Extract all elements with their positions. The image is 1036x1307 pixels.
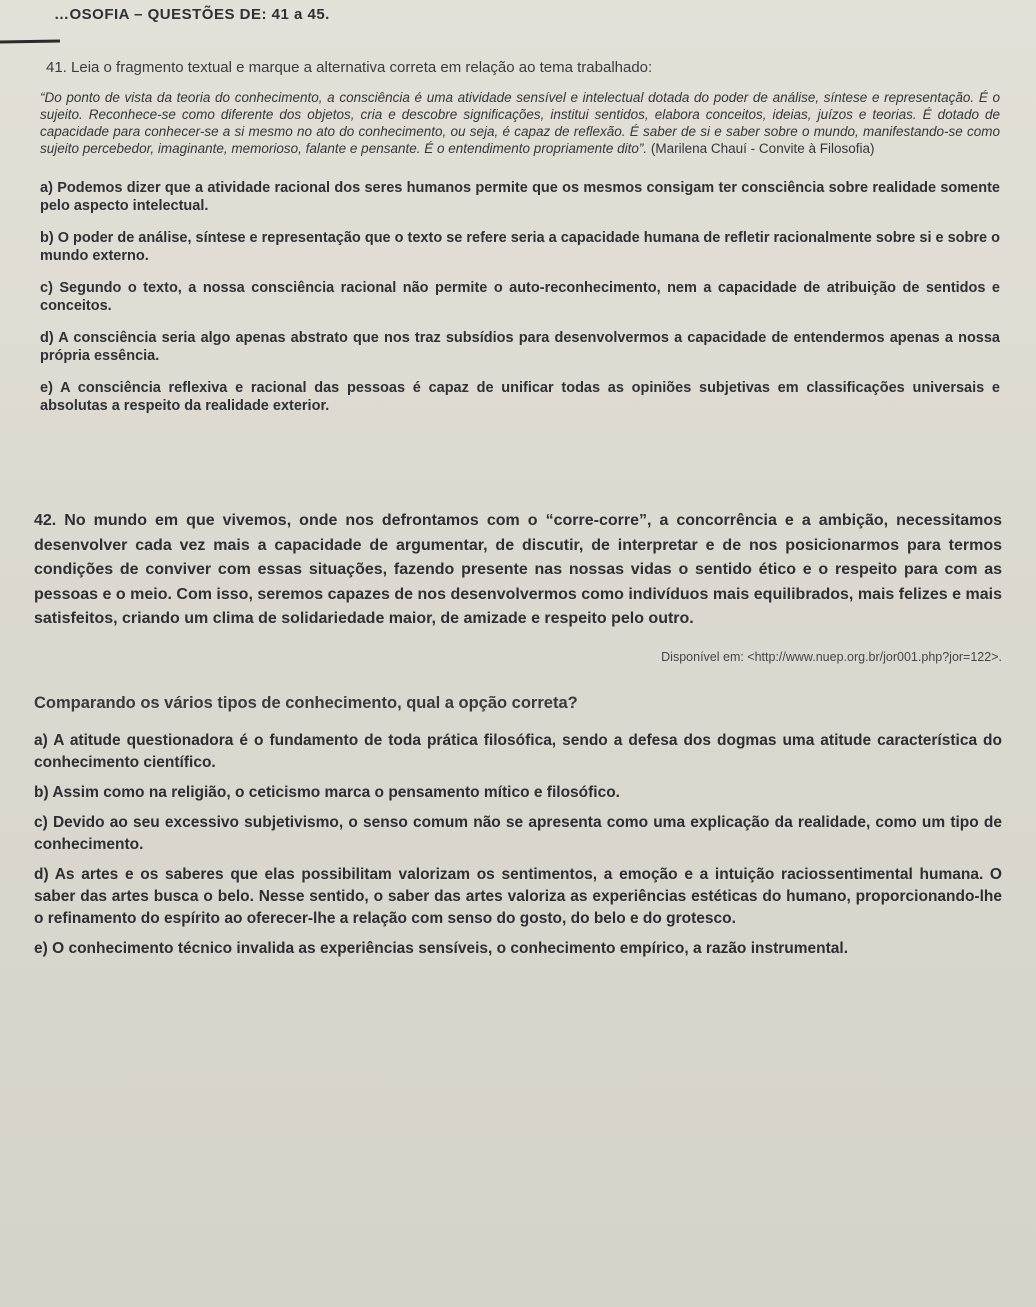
question-41-option-e[interactable]: e) A consciência reflexiva e racional das pessoas é capaz de unificar todas as opiniões subjetivas em classificações universais e absolutas a respeito da realidade exterior. [40,380,1000,414]
question-41-title: 41. Leia o fragmento textual e marque a alternativa correta em relação ao tema trabalhado: [46,59,653,76]
question-42-option-d[interactable]: d) As artes e os saberes que elas possibilitam valorizam os sentimentos, a emoção e a intuição raciossentimental humana. O saber das artes busca o belo. Nesse sentido, o saber das artes valoriza as experiências estéticas do humano, proporcionando-lhe o refinamento do espírito ao oferecer-lhe a relação com senso do gosto, do belo e do grotesco. [34,865,1002,927]
question-41-quote [40,89,1000,157]
question-41-option-c[interactable]: c) Segundo o texto, a nossa consciência racional não permite o auto-reconhecimento, nem a capacidade de atribuição de sentidos e conceitos. [40,280,1000,314]
question-41-option-b[interactable]: b) O poder de análise, síntese e representação que o texto se refere seria a capacidade humana de refletir racionalmente sobre si e sobre o mundo externo. [40,230,1000,264]
quote-source: (Marilena Chauí - Convite à Filosofia) [650,141,875,156]
question-42-source: Disponível em: <http://www.nuep.org.br/jor001.php?jor=122>. [661,649,1002,664]
question-42-prompt: Comparando os vários tipos de conhecimento, qual a opção correta? [34,693,578,712]
question-41-option-d[interactable]: d) A consciência seria algo apenas abstrato que nos traz subsídios para desenvolvermos a capacidade de entendermos apenas a nossa própria essência. [40,330,1000,364]
question-42-option-a[interactable]: a) A atitude questionadora é o fundamento de toda prática filosófica, sendo a defesa dos dogmas uma atitude característica do conhecimento científico. [34,731,1002,771]
question-42-option-c[interactable]: c) Devido ao seu excessivo subjetivismo, o senso comum não se apresenta como uma explicação da realidade, como um tipo de conhecimento. [34,813,1002,853]
question-42-option-e[interactable]: e) O conhecimento técnico invalida as experiências sensíveis, o conhecimento empírico, a razão instrumental. [34,939,849,957]
question-41 [40,58,1000,429]
quote-text: “Do ponto de vista da teoria do conhecimento, a consciência é uma atividade sensível e intelectual dotada do poder de análise, síntese e representação. É o sujeito. Reconhece-se como diferente dos objetos, cria e descobre significações, institui sentidos, elabora conceitos, ideias, juízos e teorias. É dotado de capacidade para conhecer-se a si mesmo no ato do conhecimento, ou seja, é capaz de reflexão. É saber de si e saber sobre o mundo, manifestando-se como sujeito percebedor, imaginante, memorioso, falante e pensante. É o entendimento propriamente dito”. [40,90,1000,156]
question-42-text [34,509,1002,632]
question-42 [34,509,1002,968]
question-42-option-b[interactable]: b) Assim como na religião, o ceticismo marca o pensamento mítico e filosófico. [34,783,620,801]
question-42-number: 42. [34,512,57,529]
question-42-body: No mundo em que vivemos, onde nos defrontamos com o “corre-corre”, a concorrência e a ambição, necessitamos desenvolver cada vez mais a capacidade de argumentar, de discutir, de interpretar e de nos posicionarmos para termos condições de conviver com essas situações, fazendo presente nas nossas vidas o sentido ético e o respeito para com as pessoas e o meio. Com isso, seremos capazes de nos desenvolvermos como indivíduos mais equilibrados, mais felizes e mais satisfeitos, criando um clima de solidariedade maior, de amizade e respeito pelo outro. [34,512,1002,627]
question-41-option-a[interactable]: a) Podemos dizer que a atividade racional dos seres humanos permite que os mesmos consigam ter consciência sobre realidade somente pelo aspecto intelectual. [40,180,1000,214]
header-divider [0,39,60,43]
page-header: …OSOFIA – QUESTÕES DE: 41 a 45. [54,6,330,23]
